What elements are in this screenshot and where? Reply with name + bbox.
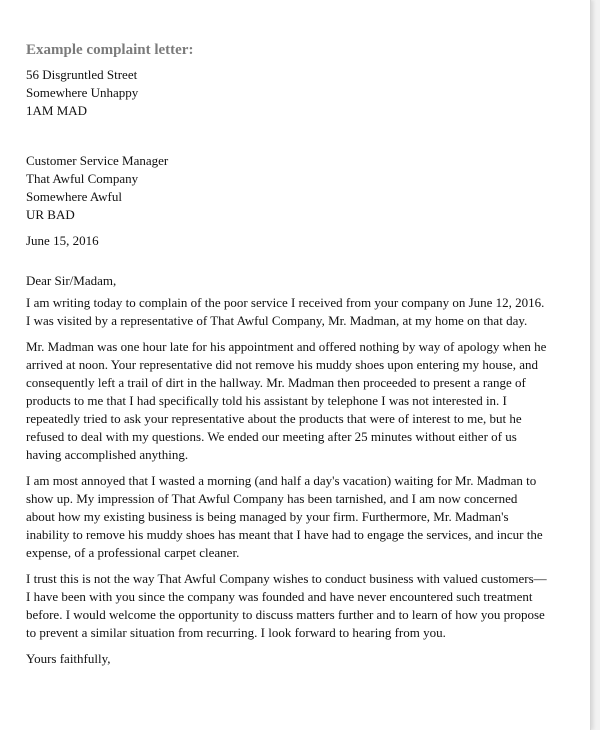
paragraph-line: to prevent a similar situation from recurring. I look forward to hearing from you. xyxy=(26,625,446,640)
sender-address-line: Somewhere Unhappy xyxy=(26,85,139,100)
salutation: Dear Sir/Madam, xyxy=(26,273,117,288)
letter-date: June 15, 2016 xyxy=(26,233,99,248)
recipient-address-line: That Awful Company xyxy=(26,171,139,186)
paragraph-4 xyxy=(26,570,576,642)
sender-address xyxy=(26,66,576,120)
sender-address-line: 56 Disgruntled Street xyxy=(26,67,138,82)
paragraph-3 xyxy=(26,472,576,562)
paragraph-1 xyxy=(26,294,576,330)
paragraph-line: refused to deal with my questions. We ended our meeting after 25 minutes without either of us xyxy=(26,429,517,444)
paragraph-2 xyxy=(26,338,576,464)
paragraph-line: arrived at noon. Your representative did not remove his muddy shoes upon entering my house, and xyxy=(26,357,538,372)
paragraph-line: show up. My impression of That Awful Company has been tarnished, and I am now concerned xyxy=(26,491,518,506)
paragraph-line: consequently left a trail of dirt in the hallway. Mr. Madman then proceeded to present a range of xyxy=(26,375,526,390)
paragraph-line: I was visited by a representative of That Awful Company, Mr. Madman, at my home on that day. xyxy=(26,313,528,328)
paragraph-line: having accomplished anything. xyxy=(26,447,189,462)
paragraph-line: I am writing today to complain of the poor service I received from your company on June 12, 2016. xyxy=(26,295,545,310)
paragraph-line: repeatedly tried to ask your representative about the products that were of interest to me, but he xyxy=(26,411,522,426)
paragraph-line: Mr. Madman was one hour late for his appointment and offered nothing by way of apology when he xyxy=(26,339,547,354)
paragraph-line: expense, of a professional carpet cleaner. xyxy=(26,545,240,560)
letter-heading: Example complaint letter: xyxy=(26,42,194,58)
recipient-address xyxy=(26,152,576,224)
paragraph-line: about how my existing business is being managed by your firm. Furthermore, Mr. Madman's xyxy=(26,509,509,524)
recipient-address-line: UR BAD xyxy=(26,207,75,222)
paragraph-line: I trust this is not the way That Awful Company wishes to conduct business with valued customers— xyxy=(26,571,547,586)
paragraph-line: I have been with you since the company was founded and have never encountered such treatment xyxy=(26,589,533,604)
paragraph-line: I am most annoyed that I wasted a morning (and half a day's vacation) waiting for Mr. Madman to xyxy=(26,473,537,488)
recipient-address-line: Somewhere Awful xyxy=(26,189,122,204)
recipient-address-line: Customer Service Manager xyxy=(26,153,169,168)
paragraph-line: products to me that I had specifically told his assistant by telephone I was not interested in. I xyxy=(26,393,507,408)
paragraph-line: inability to remove his muddy shoes has meant that I have had to engage the services, and incur the xyxy=(26,527,543,542)
sender-address-line: 1AM MAD xyxy=(26,103,88,118)
paragraph-line: before. I would welcome the opportunity to discuss matters further and to learn of how you propose xyxy=(26,607,545,622)
closing: Yours faithfully, xyxy=(26,651,111,666)
letter-body xyxy=(26,40,576,668)
